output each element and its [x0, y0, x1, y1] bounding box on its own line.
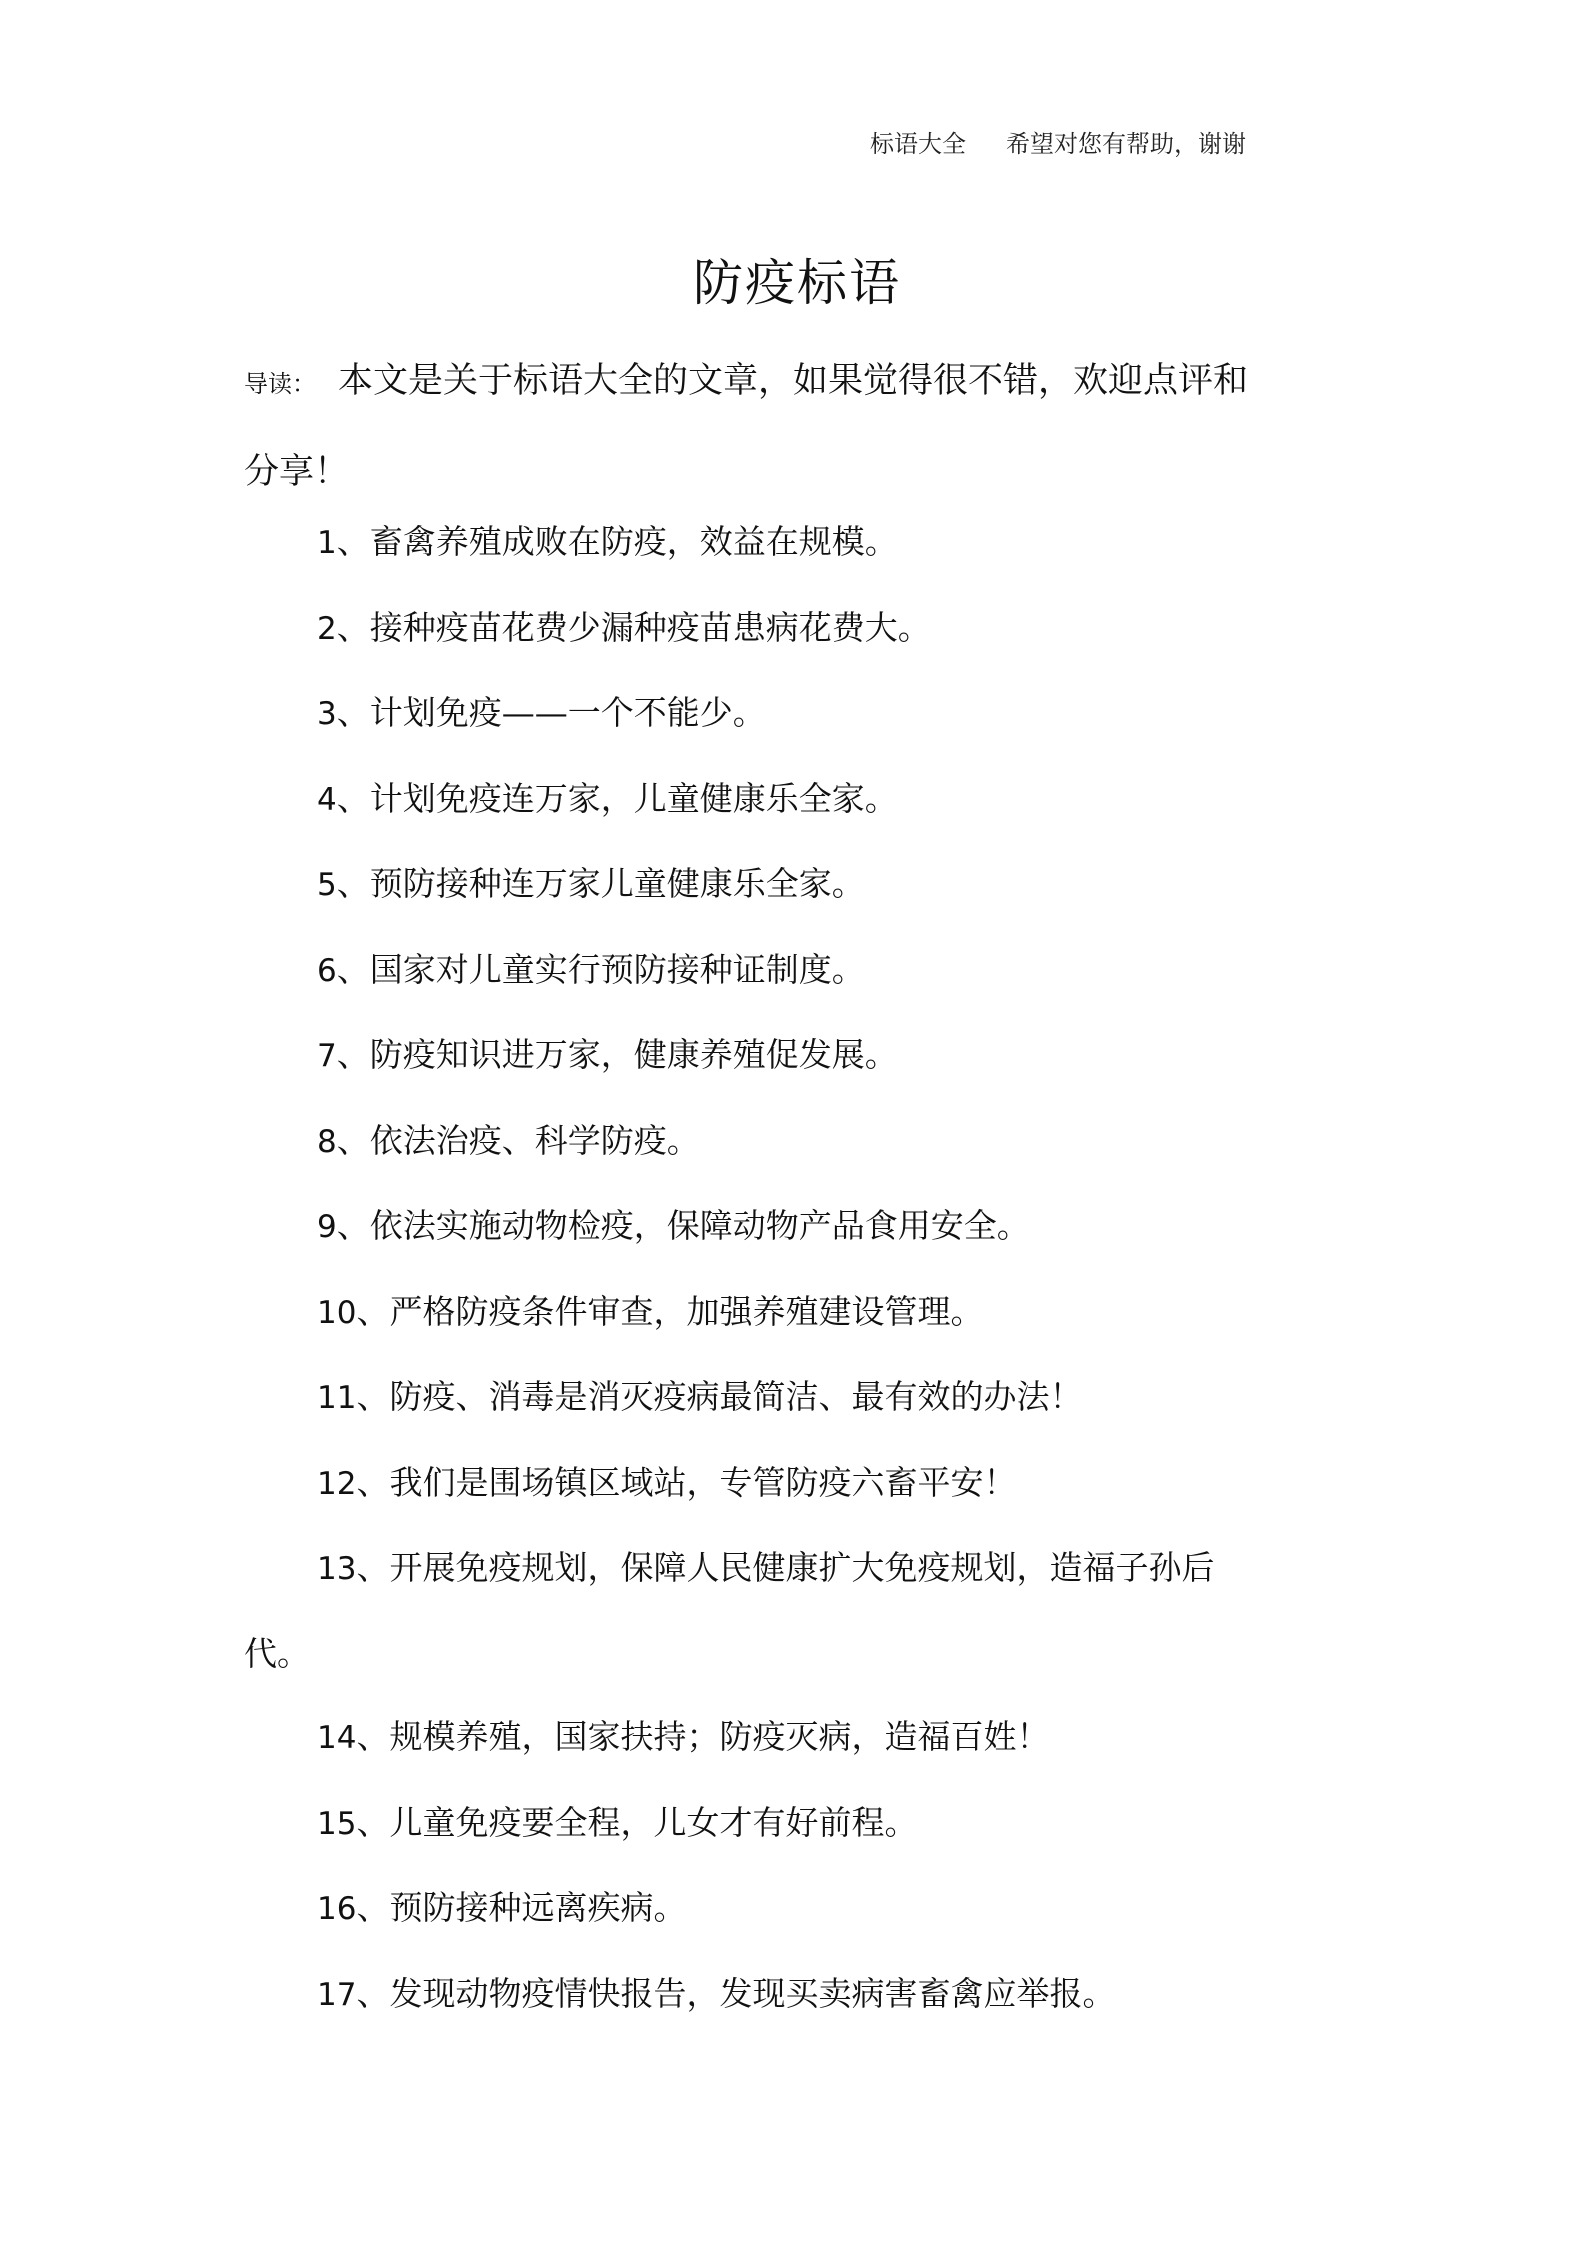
list-item	[244, 1441, 1254, 1527]
list-item	[244, 1013, 1254, 1099]
item-text: 、防疫、消毒是消灭疫病最简洁、最有效的办法！	[356, 1377, 1083, 1416]
list-item	[244, 1184, 1254, 1270]
item-number: 11	[317, 1380, 357, 1416]
item-number: 3	[317, 696, 337, 732]
list-item	[244, 928, 1254, 1014]
item-number: 17	[317, 1976, 357, 2013]
item-text: 、严格防疫条件审查，加强养殖建设管理。	[356, 1291, 984, 1331]
list-item	[244, 757, 1254, 843]
page-title: 防疫标语	[693, 254, 901, 312]
item-number: 6	[317, 952, 337, 989]
item-number: 10	[317, 1294, 357, 1331]
item-text: 、我们是围场镇区域站，专管防疫六畜平安！	[356, 1462, 1017, 1502]
item-text: 、计划免疫——一个不能少。	[336, 693, 766, 732]
item-number: 14	[317, 1720, 357, 1756]
list-item	[244, 1526, 1254, 1695]
item-number: 13	[317, 1551, 357, 1587]
item-text: 、防疫知识进万家，健康养殖促发展。	[336, 1035, 898, 1074]
list-item	[244, 1781, 1254, 1867]
list-item	[244, 500, 1254, 586]
item-number: 2	[317, 610, 337, 647]
item-text: 、发现动物疫情快报告，发现买卖病害畜禽应举报。	[356, 1973, 1116, 2013]
intro-paragraph	[244, 337, 1254, 516]
list-item	[244, 671, 1254, 757]
list-item	[244, 1270, 1254, 1356]
list-item	[244, 842, 1254, 928]
page-header	[870, 124, 1246, 159]
item-text: 、预防接种连万家儿童健康乐全家。	[336, 864, 865, 903]
item-text: 、开展免疫规划，保障人民健康扩大免疫规划，造福子孙后代。	[244, 1548, 1215, 1673]
intro-label: 导读：	[244, 370, 316, 398]
list-item	[244, 1866, 1254, 1952]
item-text: 、接种疫苗花费少漏种疫苗患病花费大。	[336, 607, 931, 647]
item-number: 16	[317, 1891, 357, 1927]
item-text: 、计划免疫连万家，儿童健康乐全家。	[336, 778, 898, 818]
item-text: 、预防接种远离疾病。	[356, 1888, 687, 1927]
header-right-text: 希望对您有帮助，谢谢	[1006, 130, 1246, 158]
header-left-text: 标语大全	[870, 130, 966, 158]
item-number: 8	[317, 1123, 337, 1160]
item-number: 1	[317, 525, 337, 561]
item-number: 15	[317, 1805, 357, 1842]
list-item	[244, 1695, 1254, 1781]
item-text: 、儿童免疫要全程，儿女才有好前程。	[356, 1802, 918, 1842]
slogan-list	[244, 500, 1254, 2037]
item-text: 、依法治疫、科学防疫。	[336, 1120, 700, 1160]
list-item	[244, 1099, 1254, 1185]
list-item	[244, 1952, 1254, 2038]
item-text: 、规模养殖，国家扶持；防疫灭病，造福百姓！	[356, 1717, 1050, 1756]
item-number: 7	[317, 1038, 337, 1074]
list-item	[244, 586, 1254, 672]
item-text: 、依法实施动物检疫，保障动物产品食用安全。	[336, 1206, 1030, 1245]
list-item	[244, 1355, 1254, 1441]
item-text: 、国家对儿童实行预防接种证制度。	[336, 949, 865, 989]
item-number: 5	[317, 867, 337, 903]
item-number: 12	[317, 1465, 357, 1502]
item-text: 、畜禽养殖成败在防疫，效益在规模。	[336, 522, 898, 561]
item-number: 4	[317, 781, 337, 818]
item-number: 9	[317, 1209, 337, 1245]
intro-text: 本文是关于标语大全的文章，如果觉得很不错，欢迎点评和分享！	[244, 361, 1249, 492]
